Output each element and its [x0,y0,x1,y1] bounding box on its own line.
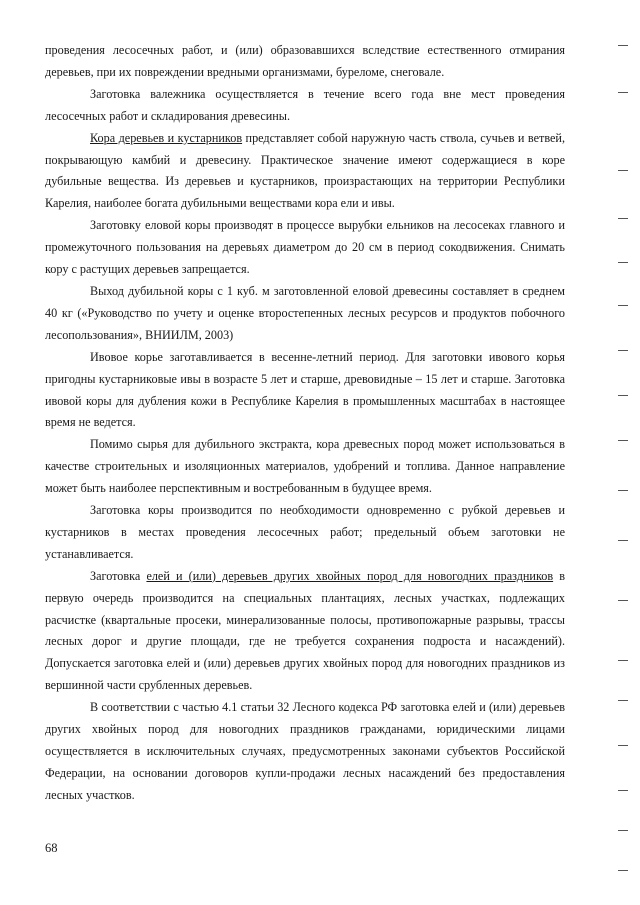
paragraph [45,128,565,216]
paragraph-text: в первую очередь производится на специальных плантациях, лесных участках, подлежащих расчистке (квартальные просеки, минерализованные полосы, противопожарные разрывы, трассы лесных дорог и другие площади, где не требуется сохранения подроста и насаждений). Допускается заготовка елей и (или) деревьев других хвойных пород для новогодних праздников из вершинной части срубленных деревьев. [45,568,565,693]
paragraph [45,697,565,807]
paragraph [45,84,565,128]
paragraph [45,434,565,500]
margin-tick [618,395,628,396]
paragraph [45,40,565,84]
paragraph-text: Ивовое корье заготавливается в весенне-летний период. Для заготовки ивового корья пригодны кустарниковые ивы в возрасте 5 лет и старше, древовидные – 15 лет и старше. Заготовка ивовой коры для дубления кожи в Республике Карелия в промышленных масштабах в настоящее время не ведется. [45,349,565,430]
margin-tick [618,305,628,306]
underlined-term: елей и (или) деревьев других хвойных пород для новогодних праздников [146,568,554,583]
underlined-term: Кора деревьев и кустарников [90,130,243,145]
body-text [45,40,565,807]
paragraph-text: Выход дубильной коры с 1 куб. м заготовленной еловой древесины составляет в среднем 40 кг («Руководство по учету и оценке второстепенных лесных ресурсов и продуктов побочного лесопользования», ВНИИЛМ, 2003) [45,283,565,342]
paragraph-text: Заготовка валежника осуществляется в течение всего года вне мест проведения лесосечных работ и складирования древесины. [45,86,565,123]
margin-tick [618,262,628,263]
paragraph [45,215,565,281]
paragraph-text: Помимо сырья для дубильного экстракта, кора древесных пород может использоваться в качестве строительных и изоляционных материалов, удобрений и топлива. Данное направление может быть наиболее перспективным и востребованным в будущее время. [45,437,565,496]
page-number: 68 [45,841,58,855]
paragraph [45,500,565,566]
paragraph-text: Заготовка коры производится по необходимости одновременно с рубкой деревьев и кустарников в местах проведения лесосечных работ; предельный объем заготовки не устанавливается. [45,503,565,561]
margin-tick [618,745,628,746]
margin-tick [618,170,628,171]
paragraph-text: Заготовку еловой коры производят в процессе вырубки ельников на лесосеках главного и промежуточного пользования на деревьях диаметром до 20 см в период сокодвижения. Снимать кору с растущих деревьев запрещается. [45,218,565,277]
paragraph [45,281,565,347]
paragraph-text: В соответствии с частью 4.1 статьи 32 Лесного кодекса РФ заготовка елей и (или) деревьев других хвойных пород для новогодних праздников гражданами, юридическими лицами осуществляется в исключительных случаях, предусмотренных законами субъектов Российской Федерации, на основании договоров купли-продажи лесных насаждений без предоставления лесных участков. [45,700,565,802]
paragraph-text: Заготовка [90,568,147,583]
margin-tick [618,790,628,791]
margin-tick [618,218,628,219]
margin-tick [618,440,628,441]
margin-tick [618,45,628,46]
margin-tick [618,92,628,93]
margin-tick [618,700,628,701]
margin-tick [618,660,628,661]
paragraph-text: проведения лесосечных работ, и (или) образовавшихся вследствие естественного отмирания деревьев, при их повреждении вредными организмами, буреломе, снеговале. [45,43,565,79]
margin-tick [618,350,628,351]
margin-tick [618,870,628,871]
margin-tick [618,600,628,601]
paragraph [45,566,565,697]
paragraph-text: представляет собой наружную часть ствола, сучьев и ветвей, покрывающую камбий и древесину. Практическое значение имеют содержащиеся в коре дубильные вещества. Из деревьев и кустарников, произрастающих на территории Республики Карелия, наиболее богата дубильными веществами кора ели и ивы. [45,130,565,211]
margin-binding-marks [610,0,640,905]
paragraph [45,347,565,435]
margin-tick [618,830,628,831]
margin-tick [618,540,628,541]
margin-tick [618,490,628,491]
